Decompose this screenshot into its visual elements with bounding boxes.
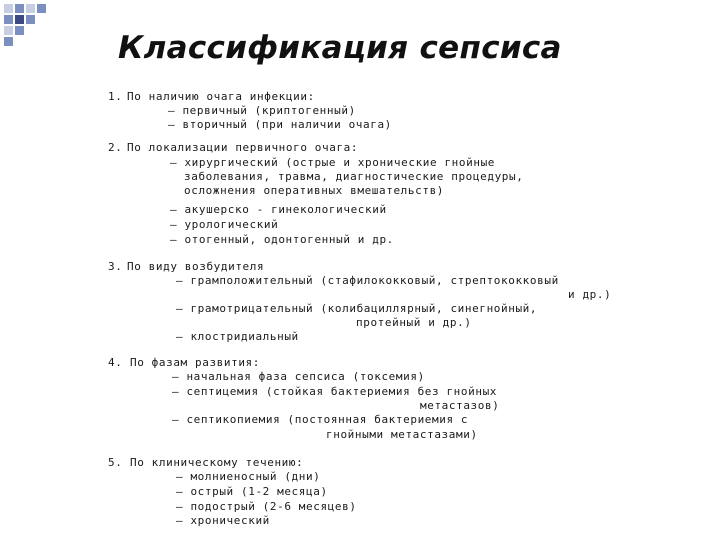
list-item: – отогенный, одонтогенный и др. — [170, 233, 394, 246]
list-item: – хирургический (острые и хронические гнойные — [170, 156, 496, 169]
section-heading: По клиническому течению: — [130, 456, 304, 469]
section-heading: По виду возбудителя — [127, 260, 265, 273]
section-number: 4. — [108, 356, 123, 369]
list-item: – молниеносный (дни) — [176, 470, 321, 483]
list-item-continuation: протейный и др.) — [356, 316, 472, 329]
list-item: – начальная фаза сепсиса (токсемия) — [172, 370, 425, 383]
section-number: 5. — [108, 456, 123, 469]
section-heading: По фазам развития: — [130, 356, 261, 369]
section-heading: По локализации первичного очага: — [127, 141, 359, 154]
list-item: – подострый (2-6 месяцев) — [176, 500, 357, 513]
list-item: – первичный (криптогенный) — [168, 104, 356, 117]
section-number: 3. — [108, 260, 123, 273]
section-number: 1. — [108, 90, 123, 103]
list-item: – грамположительный (стафилококковый, стрептококковый — [176, 274, 559, 287]
list-item-continuation: метастазов) — [420, 399, 500, 412]
list-item-continuation: гнойными метастазами) — [326, 428, 478, 441]
list-item: – острый (1-2 месяца) — [176, 485, 328, 498]
list-item: – вторичный (при наличии очага) — [168, 118, 392, 131]
list-item: – септикопиемия (постоянная бактериемия с — [172, 413, 469, 426]
list-item: – акушерско - гинекологический — [170, 203, 387, 216]
list-item: – хронический — [176, 514, 270, 527]
list-item: – клостридиальный — [176, 330, 299, 343]
section-number: 2. — [108, 141, 123, 154]
list-item: – урологический — [170, 218, 279, 231]
list-item: – грамотрицательный (колибациллярный, синегнойный, — [176, 302, 538, 315]
slide-title: Классификация сепсиса — [118, 30, 562, 66]
section-heading: По наличию очага инфекции: — [127, 90, 315, 103]
list-item-continuation: и др.) — [568, 288, 612, 301]
list-item-continuation: заболевания, травма, диагностические процедуры, — [184, 170, 524, 183]
list-item: – септицемия (стойкая бактериемия без гнойных — [172, 385, 498, 398]
list-item-continuation: осложнения оперативных вмешательств) — [184, 184, 445, 197]
